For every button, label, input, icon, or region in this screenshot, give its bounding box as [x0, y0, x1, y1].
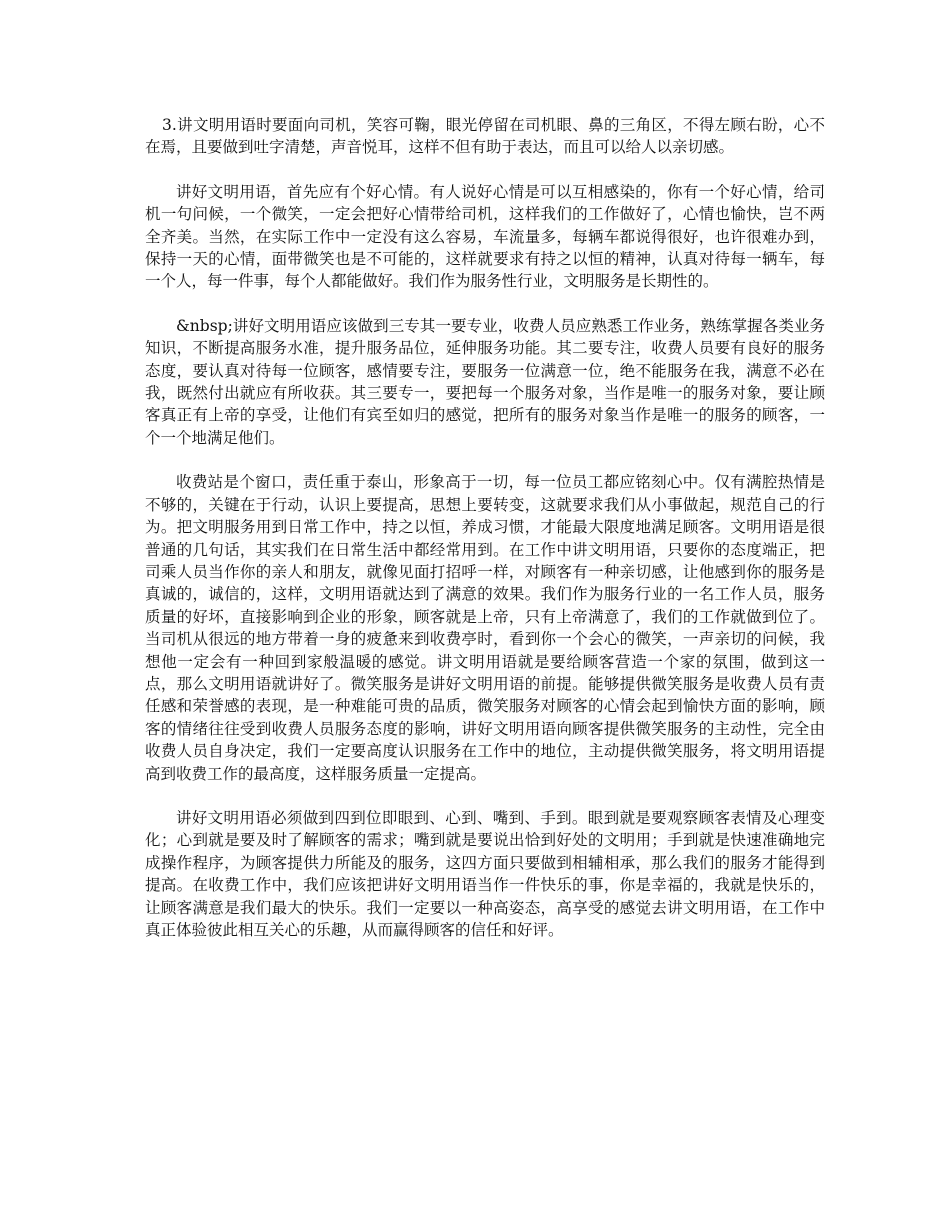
paragraph-1: 3.讲文明用语时要面向司机，笑容可鞠，眼光停留在司机眼、鼻的三角区，不得左顾右盼，心不在焉，且要做到吐字清楚，声音悦耳，这样不但有助于表达，而且可以给人以亲切感。: [145, 116, 825, 157]
paragraph-3: &nbsp;讲好文明用语应该做到三专其一要专业，收费人员应熟悉工作业务，熟练掌握各类业务知识，不断提高服务水准，提升服务品位，延伸服务功能。其二要专注，收费人员要有良好的服务态度，要认真对待每一位顾客，感情要专注，要服务一位满意一位，绝不能服务在我，满意不必在我，既然付出就应有所收获。其三要专一，要把每一个服务对象，当作是唯一的服务对象，要让顾客真正有上帝的享受，让他们有宾至如归的感觉，把所有的服务对象当作是唯一的服务的顾客，一个一个地满足他们。: [145, 316, 825, 447]
paragraph-5: 讲好文明用语必须做到四到位即眼到、心到、嘴到、手到。眼到就是要观察顾客表情及心理变化；心到就是要及时了解顾客的需求；嘴到就是要说出恰到好处的文明用；手到就是快速准确地完成操作程序，为顾客提供力所能及的服务，这四方面只要做到相辅相承，那么我们的服务才能得到提高。在收费工作中，我们应该把讲好文明用语当作一件快乐的事，你是幸福的，我就是快乐的，让顾客满意是我们最大的快乐。我们一定要以一种高姿态，高享受的感觉去讲文明用语，在工作中真正体验彼此相互关心的乐趣，从而赢得顾客的信任和好评。: [145, 808, 825, 939]
paragraph-4: 收费站是个窗口，责任重于泰山，形象高于一切，每一位员工都应铭刻心中。仅有满腔热情是不够的，关键在于行动，认识上要提高，思想上要转变，这就要求我们从小事做起，规范自己的行为。把文明服务用到日常工作中，持之以恒，养成习惯，才能最大限度地满足顾客。文明用语是很普通的几句话，其实我们在日常生活中都经常用到。在工作中讲文明用语，只要你的态度端正，把司乘人员当作你的亲人和朋友，就像见面打招呼一样，对顾客有一种亲切感，让他感到你的服务是真诚的，诚信的，这样，文明用语就达到了满意的效果。我们作为服务行业的一名工作人员，服务质量的好坏，直接影响到企业的形象，顾客就是上帝，只有上帝满意了，我们的工作就做到位了。当司机从很远的地方带着一身的疲惫来到收费亭时，看到你一个会心的微笑，一声亲切的问候，我想他一定会有一种回到家般温暖的感觉。讲文明用语就是要给顾客营造一个家的氛围，做到这一点，那么文明用语就讲好了。微笑服务是讲好文明用语的前提。能够提供微笑服务是收费人员有责任感和荣誉感的表现，是一种难能可贵的品质，微笑服务对顾客的心情会起到愉快方面的影响，顾客的情绪往往受到收费人员服务态度的影响，讲好文明用语向顾客提供微笑服务的主动性，完全由收费人员自身决定，我们一定要高度认识服务在工作中的地位，主动提供微笑服务，将文明用语提高到收费工作的最高度，这样服务质量一定提高。: [145, 473, 825, 783]
paragraph-2: 讲好文明用语，首先应有个好心情。有人说好心情是可以互相感染的，你有一个好心情，给司机一句问候，一个微笑，一定会把好心情带给司机，这样我们的工作做好了，心情也愉快，岂不两全齐美。当然，在实际工作中一定没有这么容易，车流量多，每辆车都说得很好，也许很难办到，保持一天的心情，面带微笑也是不可能的，这样就要求有持之以恒的精神，认真对待每一辆车，每一个人，每一件事，每个人都能做好。我们作为服务性行业，文明服务是长期性的。: [145, 182, 825, 291]
document-body: [145, 114, 825, 963]
